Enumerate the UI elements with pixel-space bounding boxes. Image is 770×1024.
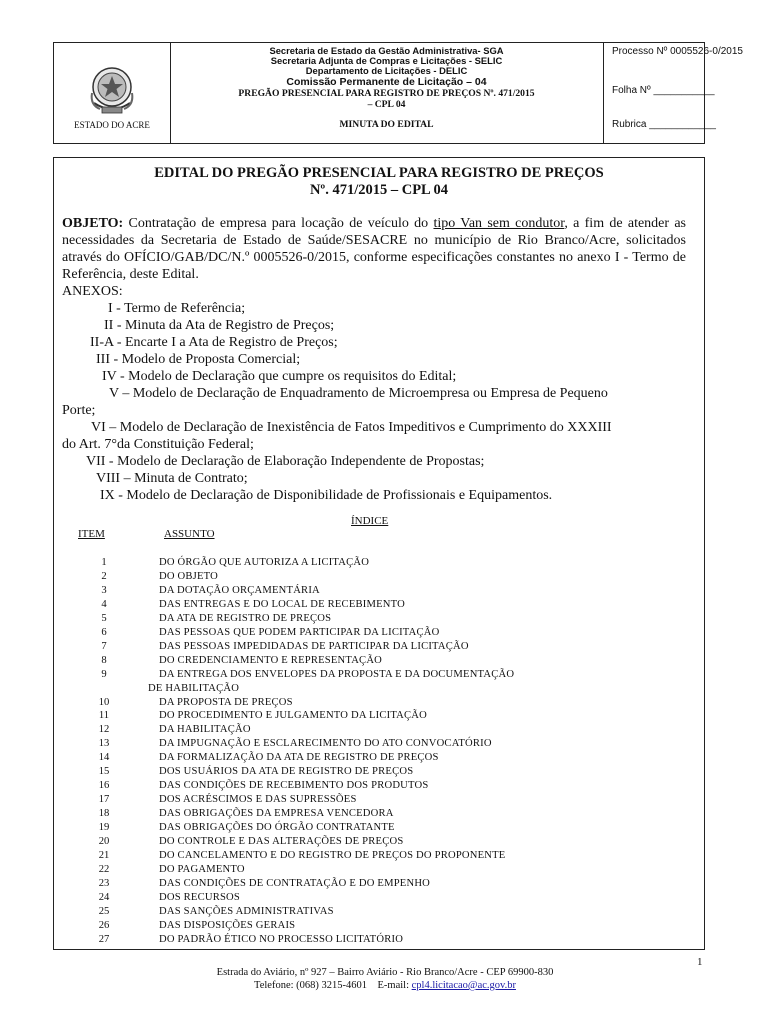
indice-item-subject: DAS CONDIÇÕES DE RECEBIMENTO DOS PRODUTOS xyxy=(159,780,429,792)
indice-item-number: 6 xyxy=(101,626,107,638)
indice-row xyxy=(54,877,704,890)
indice-item-number: 7 xyxy=(101,640,107,652)
indice-row xyxy=(54,919,704,932)
indice-row xyxy=(54,654,704,667)
indice-row xyxy=(54,612,704,625)
indice-row xyxy=(54,765,704,778)
indice-item-subject: DO CANCELAMENTO E DO REGISTRO DE PREÇOS DO PROPONENTE xyxy=(159,849,506,861)
indice-item-number: 10 xyxy=(98,696,110,708)
indice-item-number: 24 xyxy=(98,891,110,903)
footer-contact xyxy=(0,979,770,992)
edital-body xyxy=(53,157,705,950)
objeto-text-a: Contratação de empresa para locação de veículo do xyxy=(123,216,434,231)
anexo-item: IX - Modelo de Declaração de Disponibilidade de Profissionais e Equipamentos. xyxy=(100,488,553,503)
indice-row xyxy=(54,905,704,918)
indice-item-subject: DOS RECURSOS xyxy=(159,891,240,903)
indice-row xyxy=(54,723,704,736)
header-line-cpl: – CPL 04 xyxy=(367,99,406,110)
indice-item-subject: DOS USUÁRIOS DA ATA DE REGISTRO DE PREÇOS xyxy=(159,766,414,778)
assunto-column-header: ASSUNTO xyxy=(164,528,215,540)
indice-item-number: 16 xyxy=(98,780,110,792)
anexo-item: IV - Modelo de Declaração que cumpre os requisitos do Edital; xyxy=(102,369,457,384)
footer-phone: Telefone: (068) 3215-4601 E-mail: xyxy=(254,980,412,991)
header-line-selic: Secretaria Adjunta de Compras e Licitações - SELIC xyxy=(270,55,503,66)
header-box xyxy=(53,42,743,144)
anexo-item: II-A - Encarte I a Ata de Registro de Preços; xyxy=(90,335,338,350)
indice-heading: ÍNDICE xyxy=(351,515,389,527)
indice-item-subject: DOS ACRÉSCIMOS E DAS SUPRESSÕES xyxy=(159,794,357,806)
rubrica-field: Rubrica ____________ xyxy=(612,119,716,130)
indice-item-subject: DA PROPOSTA DE PREÇOS xyxy=(159,696,293,708)
indice-item-number: 2 xyxy=(101,570,107,582)
indice-item-number: 20 xyxy=(98,836,110,847)
indice-row xyxy=(54,891,704,904)
header-line-sga: Secretaria de Estado da Gestão Administrativa- SGA xyxy=(269,45,504,56)
indice-row xyxy=(54,933,704,946)
anexo-item: I - Termo de Referência; xyxy=(108,301,246,316)
indice-item-number: 8 xyxy=(101,654,107,666)
indice-row xyxy=(54,849,704,862)
state-coat-of-arms-icon xyxy=(88,63,136,119)
indice-row xyxy=(54,696,704,709)
document-subtitle: Nº. 471/2015 – CPL 04 xyxy=(309,182,449,198)
indice-item-subject: DO PROCEDIMENTO E JULGAMENTO DA LICITAÇÃO xyxy=(159,710,427,722)
indice-row xyxy=(54,640,704,653)
indice-row xyxy=(54,709,704,722)
indice-row xyxy=(54,556,704,569)
indice-item-subject: DAS DISPOSIÇÕES GERAIS xyxy=(159,919,296,931)
indice-item-number: 5 xyxy=(101,612,107,624)
folha-field: Folha Nº ___________ xyxy=(612,85,715,96)
header-line-pregao: PREGÃO PRESENCIAL PARA REGISTRO DE PREÇOS Nº. 471/2015 xyxy=(238,88,535,99)
header-seal-cell xyxy=(54,43,171,143)
indice-item-number: 19 xyxy=(98,822,110,834)
objeto-paragraph xyxy=(62,215,686,283)
indice-item-number: 13 xyxy=(98,738,110,750)
indice-item-subject: DE HABILITAÇÃO xyxy=(148,682,240,694)
anexo-item: V – Modelo de Declaração de Enquadramento de Microempresa ou Empresa de Pequeno xyxy=(109,386,608,401)
header-line-delic: Departamento de Licitações - DELIC xyxy=(305,65,468,76)
indice-item-number: 27 xyxy=(98,933,110,945)
indice-row xyxy=(54,668,704,681)
indice-item-number: 9 xyxy=(101,668,107,680)
page-number: 1 xyxy=(697,956,703,968)
indice-row xyxy=(54,584,704,597)
indice-item-number: 11 xyxy=(98,710,110,722)
objeto-text-b: , a fim de atender as necessidades da Secretaria de Estado de Saúde/SESACRE no município de Rio Branco/Acre, solicitados através do OFÍCIO/GAB/DC/N.º 0005526-0/2015, conforme especificações constantes no anexo I - Termo de Referência, deste Edital. xyxy=(62,216,686,282)
indice-row xyxy=(54,751,704,764)
indice-item-number: 4 xyxy=(101,598,107,610)
indice-item-subject: DO OBJETO xyxy=(159,570,218,582)
indice-row xyxy=(54,863,704,876)
indice-item-subject: DA IMPUGNAÇÃO E ESCLARECIMENTO DO ATO CONVOCATÓRIO xyxy=(159,738,492,750)
indice-item-subject: DO ÓRGÃO QUE AUTORIZA A LICITAÇÃO xyxy=(159,557,370,568)
indice-item-number: 14 xyxy=(98,752,110,764)
anexo-item: VIII – Minuta de Contrato; xyxy=(96,471,248,486)
indice-item-number: 23 xyxy=(98,877,110,889)
indice-item-subject: DO PADRÃO ÉTICO NO PROCESSO LICITATÓRIO xyxy=(159,933,404,945)
indice-item-subject: DA FORMALIZAÇÃO DA ATA DE REGISTRO DE PREÇOS xyxy=(159,752,439,764)
indice-item-subject: DA DOTAÇÃO ORÇAMENTÁRIA xyxy=(159,584,320,596)
indice-item-number: 1 xyxy=(101,557,107,568)
indice-item-number: 21 xyxy=(98,849,110,861)
indice-item-subject: DA HABILITAÇÃO xyxy=(159,724,251,736)
indice-item-subject: DAS CONDIÇÕES DE CONTRATAÇÃO E DO EMPENHO xyxy=(159,877,431,889)
indice-item-subject: DAS PESSOAS IMPEDIDADAS DE PARTICIPAR DA LICITAÇÃO xyxy=(159,640,469,652)
indice-item-subject: DAS SANÇÕES ADMINISTRATIVAS xyxy=(159,905,334,917)
indice-item-subject: DO CREDENCIAMENTO E REPRESENTAÇÃO xyxy=(159,654,383,666)
document-title: EDITAL DO PREGÃO PRESENCIAL PARA REGISTRO DE PREÇOS xyxy=(154,165,604,181)
indice-item-number: 12 xyxy=(98,724,110,736)
indice-row xyxy=(54,682,704,695)
footer-address: Estrada do Aviário, nº 927 – Bairro Aviário - Rio Branco/Acre - CEP 69900-830 xyxy=(216,967,554,978)
objeto-label: OBJETO: xyxy=(62,216,124,231)
indice-row xyxy=(54,793,704,806)
indice-item-number: 26 xyxy=(98,919,110,931)
indice-item-subject: DAS PESSOAS QUE PODEM PARTICIPAR DA LICITAÇÃO xyxy=(159,626,440,638)
anexos-label: ANEXOS: xyxy=(62,284,123,299)
footer-email-link[interactable]: cpl4.licitacao@ac.gov.br xyxy=(411,980,516,991)
header-line-comissao: Comissão Permanente de Licitação – 04 xyxy=(286,76,487,88)
estado-label: ESTADO DO ACRE xyxy=(74,120,150,130)
header-line-minuta: MINUTA DO EDITAL xyxy=(339,119,434,130)
indice-row xyxy=(54,737,704,750)
processo-number: Processo Nº 0005526-0/2015 xyxy=(612,46,743,57)
indice-row xyxy=(54,626,704,639)
anexo-item: VII - Modelo de Declaração de Elaboração Independente de Propostas; xyxy=(86,454,485,469)
anexo-item: III - Modelo de Proposta Comercial; xyxy=(96,352,301,367)
indice-row xyxy=(54,821,704,834)
indice-item-subject: DAS OBRIGAÇÕES DA EMPRESA VENCEDORA xyxy=(159,808,394,820)
indice-item-number: 15 xyxy=(98,766,110,778)
header-center-cell xyxy=(170,43,604,143)
indice-row xyxy=(54,835,704,848)
indice-item-subject: DAS OBRIGAÇÕES DO ÓRGÃO CONTRATANTE xyxy=(159,822,395,834)
indice-item-subject: DAS ENTREGAS E DO LOCAL DE RECEBIMENTO xyxy=(159,598,405,610)
anexo-item: VI – Modelo de Declaração de Inexistência de Fatos Impeditivos e Cumprimento do XXXIII xyxy=(91,420,612,435)
indice-item-subject: DA ENTREGA DOS ENVELOPES DA PROPOSTA E DA DOCUMENTAÇÃO xyxy=(159,668,515,680)
anexo-item: Porte; xyxy=(62,403,96,418)
anexo-item: II - Minuta da Ata de Registro de Preços; xyxy=(104,318,335,333)
indice-row xyxy=(54,779,704,792)
objeto-underlined: tipo Van sem condutor xyxy=(433,216,565,231)
indice-item-subject: DO CONTROLE E DAS ALTERAÇÕES DE PREÇOS xyxy=(159,836,404,847)
indice-item-number: 3 xyxy=(101,584,107,596)
indice-item-number: 17 xyxy=(98,794,110,806)
indice-row xyxy=(54,570,704,583)
indice-row xyxy=(54,807,704,820)
anexo-item: do Art. 7°da Constituição Federal; xyxy=(62,437,254,452)
item-column-header: ITEM xyxy=(78,528,105,540)
indice-item-number: 25 xyxy=(98,905,110,917)
indice-row xyxy=(54,598,704,611)
indice-item-subject: DA ATA DE REGISTRO DE PREÇOS xyxy=(159,612,332,624)
header-right-cell xyxy=(604,43,743,143)
indice-item-subject: DO PAGAMENTO xyxy=(159,863,245,875)
indice-item-number: 22 xyxy=(98,863,110,875)
indice-item-number: 18 xyxy=(98,808,110,820)
